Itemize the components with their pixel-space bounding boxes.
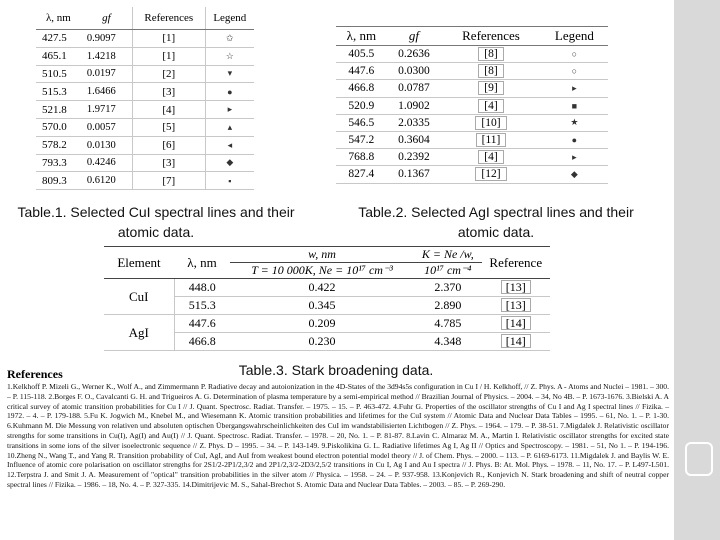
legend-marker-icon: ○ (541, 46, 608, 63)
legend-marker-icon: ▴ (205, 118, 254, 136)
reference-label: [4] (478, 150, 503, 164)
legend-marker-icon: ▸ (541, 149, 608, 166)
side-band (674, 0, 720, 540)
reference-cell: [1] (132, 30, 205, 48)
lambda-cell: 465.1 (36, 47, 81, 65)
lambda-cell: 768.8 (336, 149, 387, 166)
reference-label: [13] (501, 298, 531, 312)
reference-cell (441, 131, 541, 148)
table3-header-w: w, nm (230, 247, 414, 263)
table-row (104, 279, 550, 297)
legend-marker-icon: ✩ (205, 30, 254, 48)
gf-cell: 1.6466 (81, 83, 133, 101)
gf-cell: 0.0300 (387, 63, 442, 80)
table1-caption: Table.1. Selected CuI spectral lines and their atomic data. (17, 204, 295, 240)
table2-header-lambda: λ, nm (336, 27, 387, 46)
table-row (336, 166, 608, 183)
table-row (336, 97, 608, 114)
table-agi-lines (336, 26, 608, 184)
gf-cell: 0.0130 (81, 136, 133, 154)
table1-header-references: References (132, 7, 205, 30)
table-row (336, 46, 608, 63)
gf-cell: 0.9097 (81, 30, 133, 48)
lambda-cell: 570.0 (36, 118, 81, 136)
table-row (336, 149, 608, 166)
gf-cell: 1.0902 (387, 97, 442, 114)
references-list: 1.Kelkhoff P. Mizeli G., Werner K., Wolf A., and Zimmermann P. Radiative decay and autoionization in the 4D-States of the 3d94s5s configuration in Cu I / H. Kelkhoff, // Z. Phys. A - Atoms and Nuclei – 1981. – 300. – P. 115-118. 2.Borges F. O., Cavalcanti G. H. and Trigueiros A. G. Determination of plasma temperature by a semi-empirical method // Brazilian Journal of Physics. – 2004. – 34, No 4B. – P. 1673-1676. 3.Bielski A. A critical survey of atomic transition probabilities for Cu I // J. Quant. Spectrosc. Radiat. Transfer. – 1975. – 15. – P. 463-472. 4.Fuhr G. Properties of the oscillator strengths of Cu I and Ag I spectral lines // Fizika. – 1972. – 4. – P. 179-188. 5.Fu K. Jogwich M., Knebel M., and Wiesemann K. Atomic transition probabilities and lifetimes for the CuI system // Atomic Data and Nuclear Data Tables – 1995. – 61, No. 1. – P. 1-30. 6.Kuhmann M. Die Messung von relativen und absoluten optischen Übergangswahrscheinlichkeiten des CuI im wandstabilisierten Lichtbogen // Z. Phys. – 1964. – 179. – P. 38-51. 7.Migdalek J. Relativistic oscillator strengths for some transitions in Cu(I), Ag(I) and Au(I) // J. Quant. Spectrosc. Radiat. Transfer. – 1978. – 20, No. 1. – P. 81-87. 8.Lavin C. Almaraz M. A., Martin I. Relativistic oscillator strengths for excited state transitions in some ions of the silver isoelectronic sequence // Z. Phys. D – 1995. – 34. – P. 143-149. 9.Piskolikina G. L. Radiative lifetimes Ag I, Ag II // Optics and Spectroscopy. – 1981. – 51, No 1. – P. 194-196. 10.Zheng N., Wang T., and Yang R. Transition probability of CuI, AgI, and AuI from weakest bound electron potential model theory // J. of Chem. Phys. – 2000. – 113. – P. 6169-6173. 11.Migdalek J. and Baylis W. E. Influence of atomic core polarisation on oscillator strengths for 2S1/2-2P1/2,3/2 and 2P1/2,3/2-2D3/2,5/2 transitions in Cu I, Ag I and Au I spectra // J. Phys. B: At. Mol. Phys. – 1978. – 11, No. 17. – P. L497-L501. 12.Terpstra J. and Smit J. A. Measurement of "optical" transition probabilities in the silver atom // Physica. – 1958. – 24. – P. 937-958. 13.Konjevich R., Konjevich N. Stark broadening and shift of neutral copper spectral lines // Fizika. – 1986. – 18, No. 4. – P. 327-335. 14.Dimitrijevic M. S., Sahal-Brechot S. Atomic Data and Nuclear Data Tables. – 2003. – 85. – P. 269-290. (7, 382, 670, 489)
references-heading: References (7, 367, 63, 381)
reference-cell (482, 297, 550, 315)
table-cui-lines (36, 7, 254, 190)
lambda-cell: 809.3 (36, 172, 81, 190)
table3-header-reference: Reference (482, 247, 550, 279)
lambda-cell: 521.8 (36, 101, 81, 119)
lambda-cell: 510.5 (36, 65, 81, 83)
width-cell: 0.230 (230, 333, 414, 351)
table-row (36, 47, 254, 65)
legend-marker-icon: ● (541, 131, 608, 148)
legend-marker-icon: ◆ (205, 154, 254, 172)
table-row (336, 80, 608, 97)
reference-cell: [5] (132, 118, 205, 136)
gf-cell: 2.0335 (387, 114, 442, 131)
element-cell: CuI (104, 279, 174, 315)
legend-marker-icon: ◂ (205, 136, 254, 154)
table2-header-gf: gf (387, 27, 442, 46)
table-stark-broadening (104, 246, 550, 351)
table1-header-legend: Legend (205, 7, 254, 30)
reference-cell (441, 63, 541, 80)
reference-cell (441, 46, 541, 63)
legend-marker-icon: ■ (541, 97, 608, 114)
lambda-cell: 466.8 (336, 80, 387, 97)
gf-cell: 1.9717 (81, 101, 133, 119)
table-row (36, 172, 254, 190)
gf-cell: 0.0197 (81, 65, 133, 83)
gf-cell: 0.0057 (81, 118, 133, 136)
table-row (36, 65, 254, 83)
lambda-cell: 448.0 (174, 279, 230, 297)
reference-cell: [2] (132, 65, 205, 83)
table3-header-element: Element (104, 247, 174, 279)
lambda-cell: 547.2 (336, 131, 387, 148)
reference-cell (482, 333, 550, 351)
lambda-cell: 427.5 (36, 30, 81, 48)
lambda-cell: 515.3 (36, 83, 81, 101)
reference-cell (441, 149, 541, 166)
gf-cell: 0.1367 (387, 166, 442, 183)
k-cell: 4.348 (414, 333, 481, 351)
reference-cell: [3] (132, 83, 205, 101)
reference-label: [14] (501, 334, 531, 348)
gf-cell: 0.4246 (81, 154, 133, 172)
gf-cell: 0.2636 (387, 46, 442, 63)
reference-cell: [3] (132, 154, 205, 172)
reference-cell (482, 315, 550, 333)
legend-marker-icon: ▸ (541, 80, 608, 97)
reference-cell (441, 166, 541, 183)
table-row (36, 154, 254, 172)
table2-caption: Table.2. Selected AgI spectral lines and their atomic data. (358, 204, 634, 240)
reference-label: [8] (478, 47, 503, 61)
legend-marker-icon: ○ (541, 63, 608, 80)
width-cell: 0.209 (230, 315, 414, 333)
lambda-cell: 520.9 (336, 97, 387, 114)
lambda-cell: 447.6 (174, 315, 230, 333)
legend-marker-icon: ▪ (205, 172, 254, 190)
table2-header-legend: Legend (541, 27, 608, 46)
lambda-cell: 515.3 (174, 297, 230, 315)
lambda-cell: 827.4 (336, 166, 387, 183)
reference-cell (441, 97, 541, 114)
gf-cell: 0.6120 (81, 172, 133, 190)
legend-marker-icon: ▾ (205, 65, 254, 83)
table3-header-k: K = Ne /w, (414, 247, 481, 263)
lambda-cell: 405.5 (336, 46, 387, 63)
legend-marker-icon: ★ (541, 114, 608, 131)
table-row (36, 136, 254, 154)
reference-cell: [6] (132, 136, 205, 154)
gf-cell: 0.0787 (387, 80, 442, 97)
table3-header-w-conditions: T = 10 000K, Ne = 10¹⁷ cm⁻³ (230, 263, 414, 279)
reference-cell (441, 80, 541, 97)
reference-label: [12] (475, 167, 506, 181)
lambda-cell: 793.3 (36, 154, 81, 172)
reference-label: [14] (501, 316, 531, 330)
gf-cell: 0.2392 (387, 149, 442, 166)
gf-cell: 0.3604 (387, 131, 442, 148)
legend-marker-icon: ☆ (205, 47, 254, 65)
table1-header-gf: gf (81, 7, 133, 30)
table-row (36, 30, 254, 48)
reference-cell: [7] (132, 172, 205, 190)
legend-marker-icon: ● (205, 83, 254, 101)
reference-cell: [4] (132, 101, 205, 119)
table-row (336, 63, 608, 80)
width-cell: 0.422 (230, 279, 414, 297)
table-row (36, 101, 254, 119)
reference-label: [8] (478, 64, 503, 78)
table3-header-lambda: λ, nm (174, 247, 230, 279)
table-row (104, 315, 550, 333)
legend-marker-icon: ◆ (541, 166, 608, 183)
gf-cell: 1.4218 (81, 47, 133, 65)
k-cell: 2.370 (414, 279, 481, 297)
k-cell: 2.890 (414, 297, 481, 315)
lambda-cell: 466.8 (174, 333, 230, 351)
table3-header-k-units: 10¹⁷ cm⁻⁴ (414, 263, 481, 279)
element-cell: AgI (104, 315, 174, 351)
reference-label: [13] (501, 280, 531, 294)
reference-label: [9] (478, 81, 503, 95)
lambda-cell: 546.5 (336, 114, 387, 131)
k-cell: 4.785 (414, 315, 481, 333)
table3-caption: Table.3. Stark broadening data. (238, 362, 434, 378)
table-row (36, 83, 254, 101)
reference-cell: [1] (132, 47, 205, 65)
lambda-cell: 447.6 (336, 63, 387, 80)
reference-label: [10] (475, 116, 506, 130)
table-row (336, 131, 608, 148)
reference-cell (441, 114, 541, 131)
reference-label: [4] (478, 99, 503, 113)
lambda-cell: 578.2 (36, 136, 81, 154)
table2-header-references: References (441, 27, 541, 46)
reference-label: [11] (476, 133, 507, 147)
width-cell: 0.345 (230, 297, 414, 315)
page-indicator[interactable] (685, 442, 713, 476)
table-row (36, 118, 254, 136)
reference-cell (482, 279, 550, 297)
legend-marker-icon: ▸ (205, 101, 254, 119)
table1-header-lambda: λ, nm (36, 7, 81, 30)
table-row (336, 114, 608, 131)
